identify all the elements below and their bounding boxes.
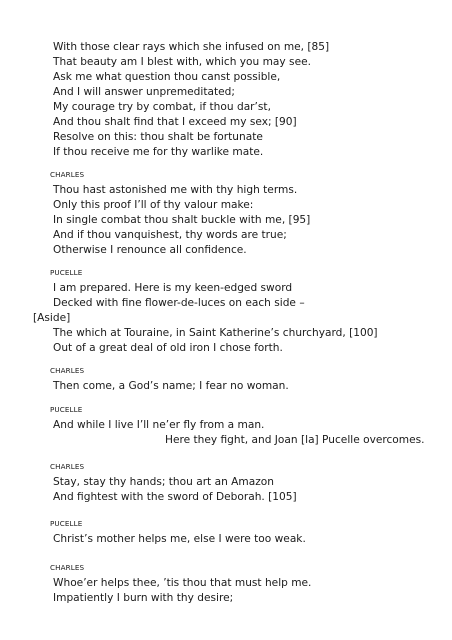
speaker-name: CHARLES — [50, 366, 85, 375]
verse-line: Stay, stay thy hands; thou art an Amazon — [53, 476, 274, 488]
verse-line: And I will answer unpremeditated; — [53, 86, 235, 98]
verse-line: Thou hast astonished me with thy high terms. — [53, 184, 298, 196]
verse-line: Only this proof I’ll of thy valour make: — [53, 199, 254, 211]
verse-line: Christ’s mother helps me, else I were too weak. — [53, 533, 306, 545]
verse-line: Otherwise I renounce all confidence. — [53, 244, 247, 256]
speaker-name: CHARLES — [50, 563, 85, 572]
speaker-name: CHARLES — [50, 170, 85, 179]
speaker-name: PUCELLE — [50, 405, 83, 414]
verse-line: In single combat thou shalt buckle with me, [95] — [53, 214, 311, 226]
verse-line: Whoe’er helps thee, ’tis thou that must help me. — [53, 577, 312, 589]
verse-line: Impatiently I burn with thy desire; — [53, 592, 234, 604]
verse-line: And thou shalt find that I exceed my sex; [90] — [53, 116, 297, 128]
speaker-name: CHARLES — [50, 462, 85, 471]
speaker-name: PUCELLE — [50, 268, 83, 277]
verse-line: My courage try by combat, if thou dar’st, — [53, 101, 271, 113]
verse-line: I am prepared. Here is my keen-edged sword — [53, 282, 293, 294]
verse-line: Resolve on this: thou shalt be fortunate — [53, 131, 263, 143]
verse-line: And fightest with the sword of Deborah. [105] — [53, 491, 297, 503]
speaker-name: PUCELLE — [50, 519, 83, 528]
verse-line: Decked with fine flower-de-luces on each side – — [53, 297, 305, 309]
verse-line: If thou receive me for thy warlike mate. — [53, 146, 264, 158]
verse-line: And if thou vanquishest, thy words are true; — [53, 229, 287, 241]
stage-direction: Here they fight, and Joan [la] Pucelle overcomes. — [165, 434, 425, 446]
verse-line: The which at Touraine, in Saint Katherine’s churchyard, [100] — [53, 327, 378, 339]
verse-line: Then come, a God’s name; I fear no woman. — [53, 380, 289, 392]
verse-line: Out of a great deal of old iron I chose forth. — [53, 342, 283, 354]
aside-direction: [Aside] — [33, 312, 71, 324]
verse-line: And while I live I’ll ne’er fly from a man. — [53, 419, 265, 431]
verse-line: Ask me what question thou canst possible, — [53, 71, 281, 83]
verse-line: That beauty am I blest with, which you may see. — [53, 56, 311, 68]
verse-line: With those clear rays which she infused on me, [85] — [53, 41, 330, 53]
